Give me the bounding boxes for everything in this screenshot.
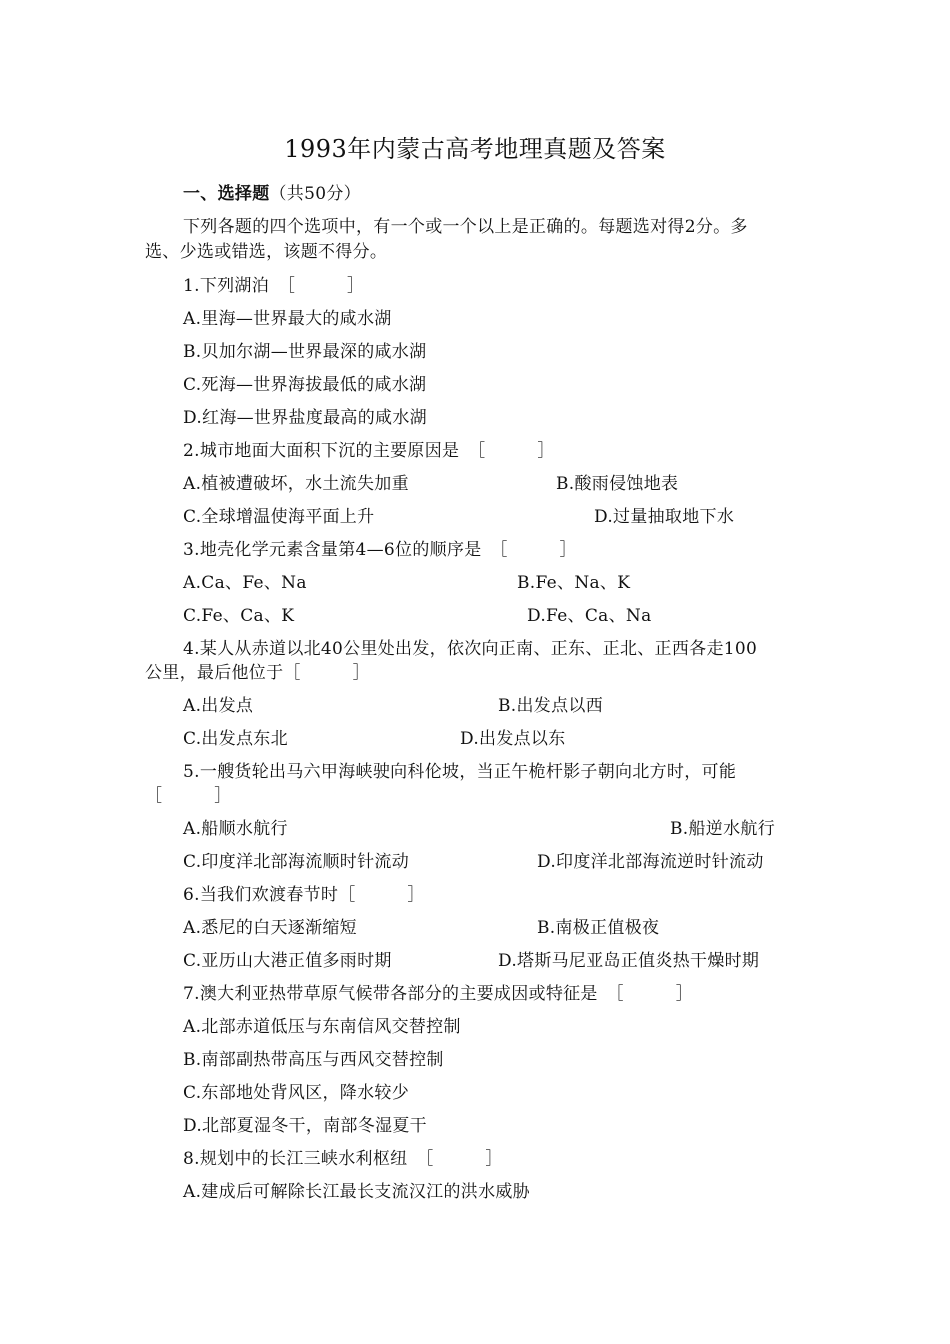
question-5-option-c: C.印度洋北部海流顺时针流动 bbox=[183, 852, 410, 872]
question-2-option-a: A.植被遭破坏，水土流失加重 bbox=[183, 474, 409, 494]
page-title: 1993年内蒙古高考地理真题及答案 bbox=[284, 135, 666, 163]
section-heading bbox=[183, 183, 361, 205]
question-5-stem-line-1: 5.一艘货轮出马六甲海峡驶向科伦坡，当正午桅杆影子朝向北方时，可能 bbox=[183, 762, 737, 782]
question-2-option-d: D.过量抽取地下水 bbox=[594, 507, 735, 527]
question-5-option-b: B.船逆水航行 bbox=[670, 819, 775, 839]
question-7-stem: 7.澳大利亚热带草原气候带各部分的主要成因或特征是 ［ ］ bbox=[183, 984, 694, 1004]
question-1-option-a: A.里海—世界最大的咸水湖 bbox=[183, 309, 392, 329]
section-heading-note: （共50分） bbox=[269, 184, 361, 204]
question-7-option-d: D.北部夏湿冬干，南部冬湿夏干 bbox=[183, 1116, 427, 1136]
question-4-stem-line-2: 公里，最后他位于［ ］ bbox=[145, 663, 370, 683]
question-2-option-b: B.酸雨侵蚀地表 bbox=[556, 474, 679, 494]
question-5-option-d: D.印度洋北部海流逆时针流动 bbox=[537, 852, 764, 872]
question-6-stem: 6.当我们欢渡春节时［ ］ bbox=[183, 885, 425, 905]
question-3-option-c: C.Fe、Ca、K bbox=[183, 606, 295, 626]
question-8-stem: 8.规划中的长江三峡水利枢纽 ［ ］ bbox=[183, 1149, 503, 1169]
section-heading-label: 一、选择题 bbox=[183, 184, 270, 204]
question-7-option-b: B.南部副热带高压与西风交替控制 bbox=[183, 1050, 444, 1070]
question-1-option-d: D.红海—世界盐度最高的咸水湖 bbox=[183, 408, 427, 428]
question-1-stem: 1.下列湖泊 ［ ］ bbox=[183, 276, 365, 296]
instructions-line-2: 选、少选或错选，该题不得分。 bbox=[145, 242, 388, 262]
question-4-option-a: A.出发点 bbox=[183, 696, 254, 716]
question-6-option-d: D.塔斯马尼亚岛正值炎热干燥时期 bbox=[498, 951, 760, 971]
question-8-option-a: A.建成后可解除长江最长支流汉江的洪水威胁 bbox=[183, 1182, 530, 1202]
question-7-option-c: C.东部地处背风区，降水较少 bbox=[183, 1083, 410, 1103]
instructions-line-1: 下列各题的四个选项中，有一个或一个以上是正确的。每题选对得2分。多 bbox=[183, 217, 748, 237]
question-6-option-c: C.亚历山大港正值多雨时期 bbox=[183, 951, 392, 971]
question-6-option-a: A.悉尼的白天逐渐缩短 bbox=[183, 918, 357, 938]
question-7-option-a: A.北部赤道低压与东南信风交替控制 bbox=[183, 1017, 461, 1037]
question-5-option-a: A.船顺水航行 bbox=[183, 819, 288, 839]
question-3-option-d: D.Fe、Ca、Na bbox=[527, 606, 652, 626]
question-2-option-c: C.全球增温使海平面上升 bbox=[183, 507, 375, 527]
question-5-stem-line-2: ［ ］ bbox=[145, 786, 232, 806]
question-3-option-a: A.Ca、Fe、Na bbox=[183, 573, 307, 593]
question-4-option-c: C.出发点东北 bbox=[183, 729, 288, 749]
question-4-option-d: D.出发点以东 bbox=[460, 729, 566, 749]
question-3-option-b: B.Fe、Na、K bbox=[517, 573, 631, 593]
question-2-stem: 2.城市地面大面积下沉的主要原因是 ［ ］ bbox=[183, 441, 555, 461]
question-1-option-c: C.死海—世界海拔最低的咸水湖 bbox=[183, 375, 427, 395]
question-4-stem-line-1: 4.某人从赤道以北40公里处出发，依次向正南、正东、正北、正西各走100 bbox=[183, 639, 758, 659]
question-3-stem: 3.地壳化学元素含量第4—6位的顺序是 ［ ］ bbox=[183, 540, 577, 560]
question-1-option-b: B.贝加尔湖—世界最深的咸水湖 bbox=[183, 342, 427, 362]
question-6-option-b: B.南极正值极夜 bbox=[537, 918, 660, 938]
question-4-option-b: B.出发点以西 bbox=[498, 696, 603, 716]
